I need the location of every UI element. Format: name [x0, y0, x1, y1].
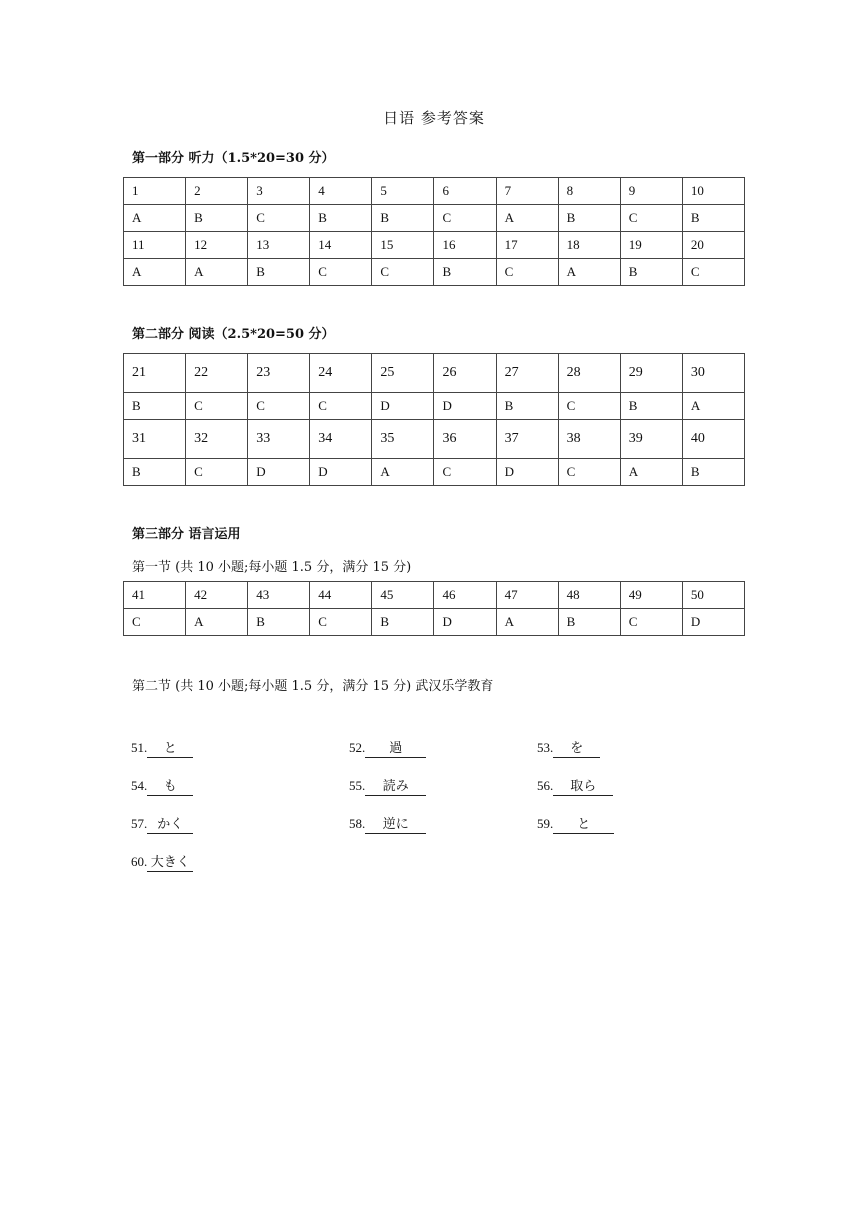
answer-cell: C	[434, 459, 496, 486]
question-number-cell: 25	[372, 354, 434, 393]
question-number-cell: 12	[186, 232, 248, 259]
question-number-cell: 40	[682, 420, 744, 459]
answer-cell: A	[620, 459, 682, 486]
question-number-cell: 6	[434, 178, 496, 205]
answer-cell: A	[186, 259, 248, 286]
question-number-cell: 22	[186, 354, 248, 393]
answer-cell: A	[124, 205, 186, 232]
answer-cell: B	[682, 205, 744, 232]
question-number-cell: 10	[682, 178, 744, 205]
fill-number: 51.	[131, 740, 148, 755]
fill-item-51	[131, 737, 193, 758]
question-number-cell: 47	[496, 582, 558, 609]
page-title: 日语 参考答案	[383, 109, 485, 127]
question-number-cell: 1	[124, 178, 186, 205]
answer-cell: D	[372, 393, 434, 420]
question-number-cell: 48	[558, 582, 620, 609]
fill-item-52	[349, 737, 426, 758]
answer-row	[124, 459, 745, 486]
question-number-cell: 46	[434, 582, 496, 609]
question-number-cell: 45	[372, 582, 434, 609]
question-number-cell: 15	[372, 232, 434, 259]
answer-cell: B	[558, 609, 620, 636]
answer-cell: D	[248, 459, 310, 486]
fill-answer: も	[147, 775, 193, 796]
answer-row	[124, 393, 745, 420]
question-number-cell: 41	[124, 582, 186, 609]
fill-number: 54.	[131, 778, 148, 793]
fill-item-56	[537, 775, 613, 796]
question-number-cell: 4	[310, 178, 372, 205]
question-number-cell: 18	[558, 232, 620, 259]
answer-cell: D	[496, 459, 558, 486]
answer-cell: C	[248, 205, 310, 232]
question-number-cell: 49	[620, 582, 682, 609]
answer-cell: B	[682, 459, 744, 486]
question-number-cell: 34	[310, 420, 372, 459]
part1-answer-table	[123, 177, 745, 286]
question-number-cell: 36	[434, 420, 496, 459]
question-number-cell: 28	[558, 354, 620, 393]
answer-cell: D	[434, 609, 496, 636]
fill-answer: 大きく	[147, 851, 193, 872]
fill-number: 59.	[537, 816, 554, 831]
answer-cell: B	[496, 393, 558, 420]
question-number-cell: 33	[248, 420, 310, 459]
question-number-cell: 31	[124, 420, 186, 459]
question-number-cell: 2	[186, 178, 248, 205]
answer-row	[124, 259, 745, 286]
part3-section2-heading: 第二节 (共 10 小题;每小题 1.5 分，满分 15 分) 武汉乐学教育	[132, 679, 494, 694]
answer-cell: B	[372, 609, 434, 636]
fill-number: 57.	[131, 816, 148, 831]
answer-cell: C	[434, 205, 496, 232]
fill-number: 53.	[537, 740, 554, 755]
question-number-cell: 29	[620, 354, 682, 393]
answer-cell: C	[186, 393, 248, 420]
answer-cell: C	[124, 609, 186, 636]
answer-cell: B	[124, 459, 186, 486]
answer-cell: A	[682, 393, 744, 420]
answer-cell: C	[558, 459, 620, 486]
question-number-cell: 35	[372, 420, 434, 459]
question-number-row	[124, 354, 745, 393]
answer-cell: B	[248, 259, 310, 286]
answer-cell: A	[496, 609, 558, 636]
part2-heading: 第二部分 阅读（2.5*20=50 分）	[132, 327, 335, 342]
fill-number: 55.	[349, 778, 366, 793]
answer-row	[124, 205, 745, 232]
question-number-cell: 9	[620, 178, 682, 205]
answer-cell: B	[558, 205, 620, 232]
part3-section1-answer-table	[123, 581, 745, 636]
question-number-cell: 42	[186, 582, 248, 609]
fill-answer: 逆に	[365, 813, 426, 834]
question-number-row	[124, 582, 745, 609]
question-number-cell: 24	[310, 354, 372, 393]
fill-number: 60.	[131, 854, 148, 869]
fill-answer: 読み	[365, 775, 426, 796]
answer-cell: C	[682, 259, 744, 286]
fill-answer: と	[553, 813, 614, 834]
question-number-row	[124, 420, 745, 459]
answer-cell: D	[310, 459, 372, 486]
answer-cell: C	[558, 393, 620, 420]
question-number-cell: 27	[496, 354, 558, 393]
part3-section1-heading: 第一节 (共 10 小题;每小题 1.5 分，满分 15 分)	[132, 560, 412, 575]
question-number-cell: 30	[682, 354, 744, 393]
answer-cell: C	[496, 259, 558, 286]
part3-heading: 第三部分 语言运用	[132, 527, 241, 542]
question-number-cell: 21	[124, 354, 186, 393]
fill-answer: 過	[365, 737, 426, 758]
answer-cell: A	[124, 259, 186, 286]
question-number-cell: 19	[620, 232, 682, 259]
question-number-cell: 50	[682, 582, 744, 609]
question-number-row	[124, 178, 745, 205]
answer-cell: C	[248, 393, 310, 420]
answer-cell: B	[620, 393, 682, 420]
question-number-cell: 17	[496, 232, 558, 259]
fill-item-53	[537, 737, 600, 758]
part1-heading: 第一部分 听力（1.5*20=30 分）	[132, 151, 335, 166]
fill-item-60	[131, 851, 193, 872]
question-number-cell: 39	[620, 420, 682, 459]
fill-item-54	[131, 775, 193, 796]
question-number-cell: 37	[496, 420, 558, 459]
answer-cell: D	[682, 609, 744, 636]
question-number-cell: 13	[248, 232, 310, 259]
answer-cell: B	[434, 259, 496, 286]
question-number-cell: 44	[310, 582, 372, 609]
question-number-cell: 26	[434, 354, 496, 393]
question-number-cell: 43	[248, 582, 310, 609]
question-number-cell: 11	[124, 232, 186, 259]
question-number-cell: 20	[682, 232, 744, 259]
part2-answer-table	[123, 353, 745, 486]
answer-cell: A	[496, 205, 558, 232]
question-number-row	[124, 232, 745, 259]
answer-cell: C	[310, 259, 372, 286]
answer-cell: C	[620, 205, 682, 232]
answer-cell: C	[310, 393, 372, 420]
fill-item-57	[131, 813, 193, 834]
answer-cell: C	[310, 609, 372, 636]
question-number-cell: 5	[372, 178, 434, 205]
question-number-cell: 16	[434, 232, 496, 259]
question-number-cell: 3	[248, 178, 310, 205]
answer-cell: A	[372, 459, 434, 486]
answer-cell: B	[186, 205, 248, 232]
fill-answer: を	[553, 737, 600, 758]
answer-cell: B	[124, 393, 186, 420]
question-number-cell: 7	[496, 178, 558, 205]
fill-item-55	[349, 775, 426, 796]
answer-cell: D	[434, 393, 496, 420]
answer-cell: A	[186, 609, 248, 636]
fill-answer: 取ら	[553, 775, 613, 796]
answer-row	[124, 609, 745, 636]
question-number-cell: 8	[558, 178, 620, 205]
answer-cell: B	[248, 609, 310, 636]
fill-number: 56.	[537, 778, 554, 793]
question-number-cell: 38	[558, 420, 620, 459]
fill-number: 52.	[349, 740, 366, 755]
answer-cell: C	[372, 259, 434, 286]
answer-cell: C	[620, 609, 682, 636]
question-number-cell: 32	[186, 420, 248, 459]
fill-answer: かく	[147, 813, 193, 834]
answer-cell: B	[310, 205, 372, 232]
answer-cell: A	[558, 259, 620, 286]
fill-item-58	[349, 813, 426, 834]
answer-cell: C	[186, 459, 248, 486]
answer-cell: B	[620, 259, 682, 286]
fill-number: 58.	[349, 816, 366, 831]
fill-item-59	[537, 813, 614, 834]
answer-cell: B	[372, 205, 434, 232]
question-number-cell: 23	[248, 354, 310, 393]
question-number-cell: 14	[310, 232, 372, 259]
fill-answer: と	[147, 737, 193, 758]
